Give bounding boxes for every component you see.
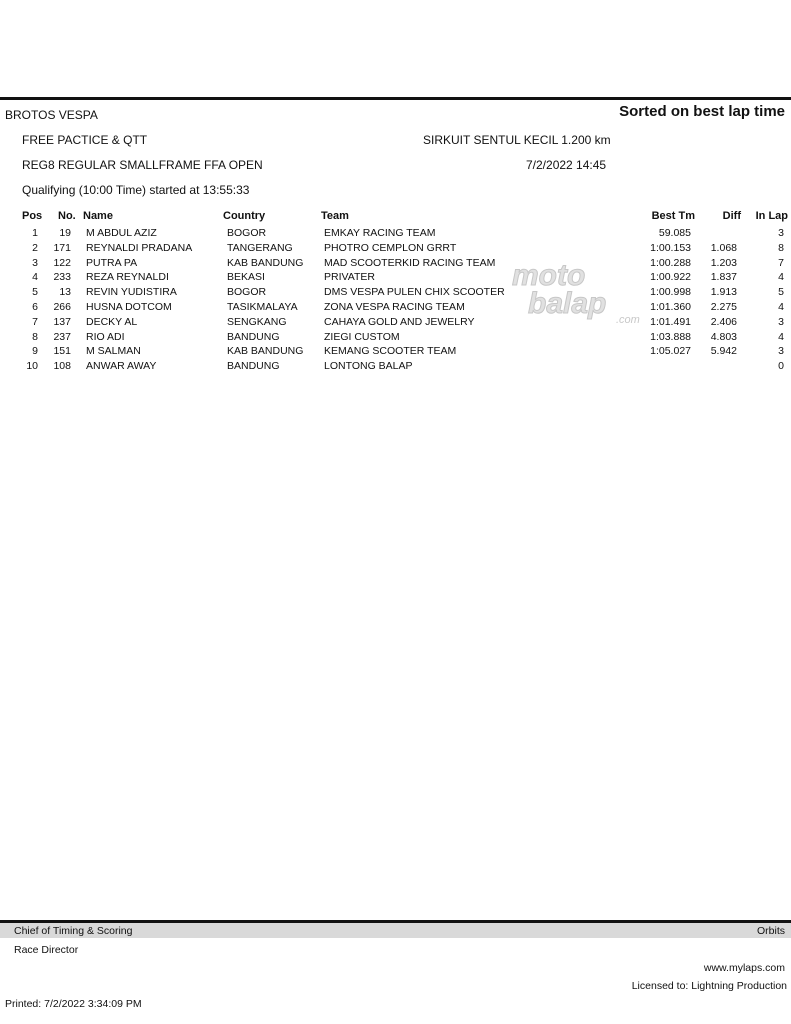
cell-pos: 2 — [32, 241, 38, 254]
svg-text:.com: .com — [616, 314, 640, 325]
cell-diff: 1.837 — [710, 271, 737, 284]
cell-no: 233 — [53, 271, 71, 284]
cell-name: REYNALDI PRADANA — [86, 241, 193, 254]
cell-lap: 8 — [778, 241, 784, 254]
cell-name: M SALMAN — [86, 345, 141, 358]
cell-lap: 3 — [778, 345, 784, 358]
cell-pos: 1 — [32, 227, 38, 239]
cell-no: 266 — [53, 301, 71, 313]
qualifying-info: Qualifying (10:00 Time) started at 13:55:33 — [22, 183, 250, 197]
chief-timing-label: Chief of Timing & Scoring — [14, 925, 133, 937]
cell-diff: 5.942 — [710, 345, 737, 358]
cell-best: 1:00.998 — [650, 286, 691, 299]
col-header-best: Best Tm — [651, 210, 695, 222]
cell-country: BANDUNG — [227, 360, 280, 373]
race-director-label: Race Director — [14, 944, 79, 956]
table-row — [0, 242, 791, 257]
printed-label: Printed: 7/2/2022 3:34:09 PM — [5, 998, 142, 1010]
cell-diff: 1.203 — [710, 256, 737, 269]
cell-no: 151 — [53, 345, 71, 358]
cell-no: 237 — [53, 330, 71, 343]
svg-text:balap: balap — [528, 287, 607, 320]
cell-lap: 3 — [778, 227, 784, 239]
cell-lap: 4 — [778, 301, 784, 313]
table-row — [0, 301, 791, 316]
class-name: REG8 REGULAR SMALLFRAME FFA OPEN — [22, 158, 263, 172]
cell-pos: 9 — [32, 345, 38, 358]
cell-country: BOGOR — [227, 286, 267, 299]
cell-team: MAD SCOOTERKID RACING TEAM — [324, 256, 496, 269]
cell-pos: 3 — [32, 256, 38, 269]
cell-name: RIO ADI — [86, 330, 125, 343]
cell-pos: 6 — [32, 301, 38, 313]
cell-country: BOGOR — [227, 227, 267, 239]
cell-name: DECKY AL — [86, 315, 138, 328]
cell-pos: 4 — [32, 271, 38, 284]
table-row — [0, 360, 791, 375]
cell-country: BEKASI — [227, 271, 265, 284]
col-header-team: Team — [321, 210, 349, 222]
cell-no: 13 — [59, 286, 71, 299]
table-row — [0, 345, 791, 360]
cell-best: 1:00.922 — [650, 271, 691, 284]
cell-pos: 5 — [32, 286, 38, 299]
cell-country: SENGKANG — [227, 315, 287, 328]
cell-best: 1:00.153 — [650, 241, 691, 254]
cell-team: PRIVATER — [324, 271, 375, 284]
cell-pos: 10 — [26, 360, 38, 373]
cell-name: M ABDUL AZIZ — [86, 227, 157, 239]
col-header-name: Name — [83, 210, 113, 222]
col-header-lap: In Lap — [755, 210, 788, 222]
top-rule — [0, 97, 791, 100]
cell-best: 1:00.288 — [650, 256, 691, 269]
cell-no: 171 — [53, 241, 71, 254]
cell-country: TANGERANG — [227, 241, 293, 254]
table-row — [0, 331, 791, 346]
motobalap-logo — [508, 255, 648, 325]
cell-no: 122 — [53, 256, 71, 269]
col-header-country: Country — [223, 210, 266, 222]
cell-lap: 7 — [778, 256, 784, 269]
cell-country: KAB BANDUNG — [227, 345, 304, 358]
cell-diff: 2.406 — [710, 315, 737, 328]
cell-pos: 8 — [32, 330, 38, 343]
cell-team: PHOTRO CEMPLON GRRT — [324, 241, 457, 254]
cell-lap: 4 — [778, 330, 784, 343]
cell-team: EMKAY RACING TEAM — [324, 227, 436, 239]
cell-diff: 4.803 — [710, 330, 737, 343]
event-title: BROTOS VESPA — [5, 108, 98, 122]
cell-diff: 1.068 — [710, 241, 737, 254]
table-row — [0, 316, 791, 331]
svg-text:moto: moto — [512, 259, 586, 292]
cell-best: 59.085 — [658, 227, 691, 239]
cell-pos: 7 — [32, 315, 38, 328]
website-label: www.mylaps.com — [703, 962, 785, 974]
cell-best: 1:05.027 — [650, 345, 691, 358]
circuit-name: SIRKUIT SENTUL KECIL 1.200 km — [423, 133, 611, 147]
licensed-label: Licensed to: Lightning Production — [631, 980, 787, 992]
cell-team: ZONA VESPA RACING TEAM — [324, 301, 465, 313]
cell-team: DMS VESPA PULEN CHIX SCOOTER — [324, 286, 505, 299]
col-header-no: No. — [58, 210, 76, 222]
cell-name: ANWAR AWAY — [86, 360, 157, 373]
cell-name: REVIN YUDISTIRA — [86, 286, 177, 299]
cell-diff: 1.913 — [710, 286, 737, 299]
cell-lap: 4 — [778, 271, 784, 284]
cell-name: REZA REYNALDI — [86, 271, 169, 284]
cell-name: HUSNA DOTCOM — [86, 301, 172, 313]
table-row — [0, 257, 791, 272]
cell-no: 19 — [59, 227, 71, 239]
cell-team: KEMANG SCOOTER TEAM — [324, 345, 457, 358]
cell-no: 108 — [53, 360, 71, 373]
orbits-label: Orbits — [756, 925, 785, 937]
cell-team: ZIEGI CUSTOM — [324, 330, 400, 343]
cell-best: 1:01.360 — [650, 301, 691, 313]
table-row — [0, 286, 791, 301]
session-datetime: 7/2/2022 14:45 — [526, 158, 607, 172]
cell-no: 137 — [53, 315, 71, 328]
col-header-diff: Diff — [722, 210, 741, 222]
cell-team: CAHAYA GOLD AND JEWELRY — [324, 315, 475, 328]
table-row — [0, 227, 791, 242]
cell-name: PUTRA PA — [86, 256, 138, 269]
cell-best: 1:01.491 — [650, 315, 691, 328]
session-name: FREE PACTICE & QTT — [22, 133, 148, 147]
sort-label: Sorted on best lap time — [619, 103, 785, 120]
cell-country: KAB BANDUNG — [227, 256, 304, 269]
cell-country: BANDUNG — [227, 330, 280, 343]
col-header-pos: Pos — [22, 210, 43, 222]
cell-best: 1:03.888 — [650, 330, 691, 343]
cell-lap: 3 — [778, 315, 784, 328]
cell-diff: 2.275 — [710, 301, 737, 313]
cell-lap: 5 — [778, 286, 784, 299]
cell-country: TASIKMALAYA — [227, 301, 298, 313]
table-row — [0, 271, 791, 286]
cell-team: LONTONG BALAP — [324, 360, 413, 373]
cell-lap: 0 — [778, 360, 784, 373]
